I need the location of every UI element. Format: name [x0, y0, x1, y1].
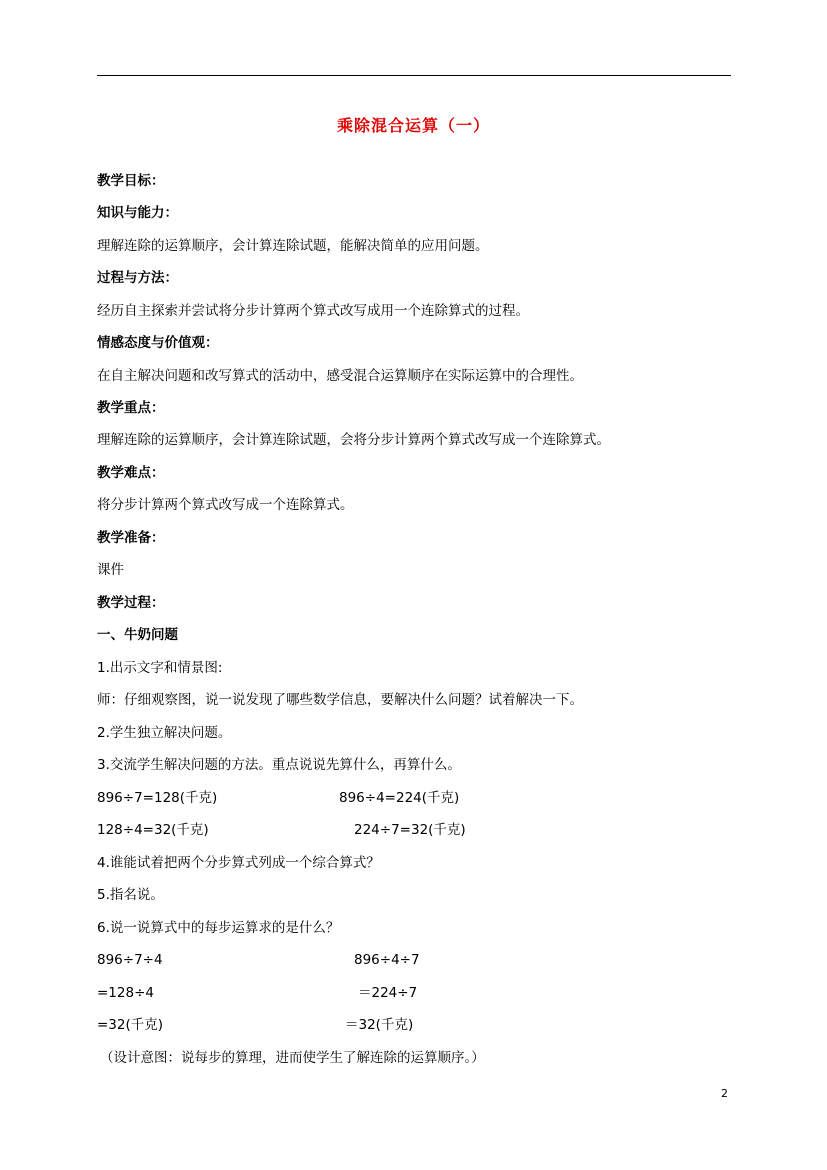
calc-b-row2-right: ＝224÷7 — [358, 985, 418, 1001]
goal-heading: 教学目标： — [97, 173, 165, 189]
step-6: 6.说一说算式中的每步运算求的是什么？ — [97, 920, 340, 936]
calc-b-row3-right: ＝32(千克) — [345, 1017, 414, 1033]
step-1: 1.出示文字和情景图: — [97, 660, 223, 676]
knowledge-heading: 知识与能力： — [97, 205, 178, 221]
calc-b-row1-right: 896÷4÷7 — [354, 952, 420, 968]
step-4: 4.谁能试着把两个分步算式列成一个综合算式？ — [97, 855, 380, 871]
part1-heading: 一、牛奶问题 — [97, 627, 178, 643]
calc-a-row1-right: 896÷4=224(千克) — [339, 790, 460, 806]
calc-b-row1-left: 896÷7÷4 — [97, 952, 163, 968]
calc-b-row2-left: =128÷4 — [97, 985, 154, 1001]
calc-a-row2-right: 224÷7=32(千克) — [354, 822, 466, 838]
emotion-heading: 情感态度与价值观： — [97, 335, 219, 351]
knowledge-text: 理解连除的运算顺序，会计算连除试题，能解决简单的应用问题。 — [97, 238, 489, 254]
process-text: 经历自主探索并尝试将分步计算两个算式改写成用一个连除算式的过程。 — [97, 303, 529, 319]
teacher-prompt: 师：仔细观察图，说一说发现了哪些数学信息，要解决什么问题？试着解决一下。 — [97, 692, 583, 708]
header-rule — [97, 75, 731, 76]
prep-text: 课件 — [97, 562, 124, 578]
calc-b-row3-left: =32(千克) — [97, 1017, 164, 1033]
process-heading: 过程与方法： — [97, 270, 178, 286]
calc-a-row2-left: 128÷4=32(千克) — [97, 822, 209, 838]
prep-heading: 教学准备： — [97, 530, 165, 546]
procedure-heading: 教学过程： — [97, 595, 165, 611]
difficulty-text: 将分步计算两个算式改写成一个连除算式。 — [97, 497, 354, 513]
step-3: 3.交流学生解决问题的方法。重点说说先算什么，再算什么。 — [97, 757, 461, 773]
step-5: 5.指名说。 — [97, 887, 164, 903]
calc-a-row1-left: 896÷7=128(千克) — [97, 790, 218, 806]
design-note: （设计意图：说每步的算理，进而使学生了解连除的运算顺序。） — [100, 1050, 485, 1066]
page-number: 2 — [721, 1087, 728, 1100]
step-2: 2.学生独立解决问题。 — [97, 725, 232, 741]
key-heading: 教学重点： — [97, 400, 165, 416]
page-title: 乘除混合运算（一） — [336, 116, 490, 135]
difficulty-heading: 教学难点： — [97, 465, 165, 481]
key-text: 理解连除的运算顺序，会计算连除试题，会将分步计算两个算式改写成一个连除算式。 — [97, 432, 610, 448]
emotion-text: 在自主解决问题和改写算式的活动中，感受混合运算顺序在实际运算中的合理性。 — [97, 368, 583, 384]
